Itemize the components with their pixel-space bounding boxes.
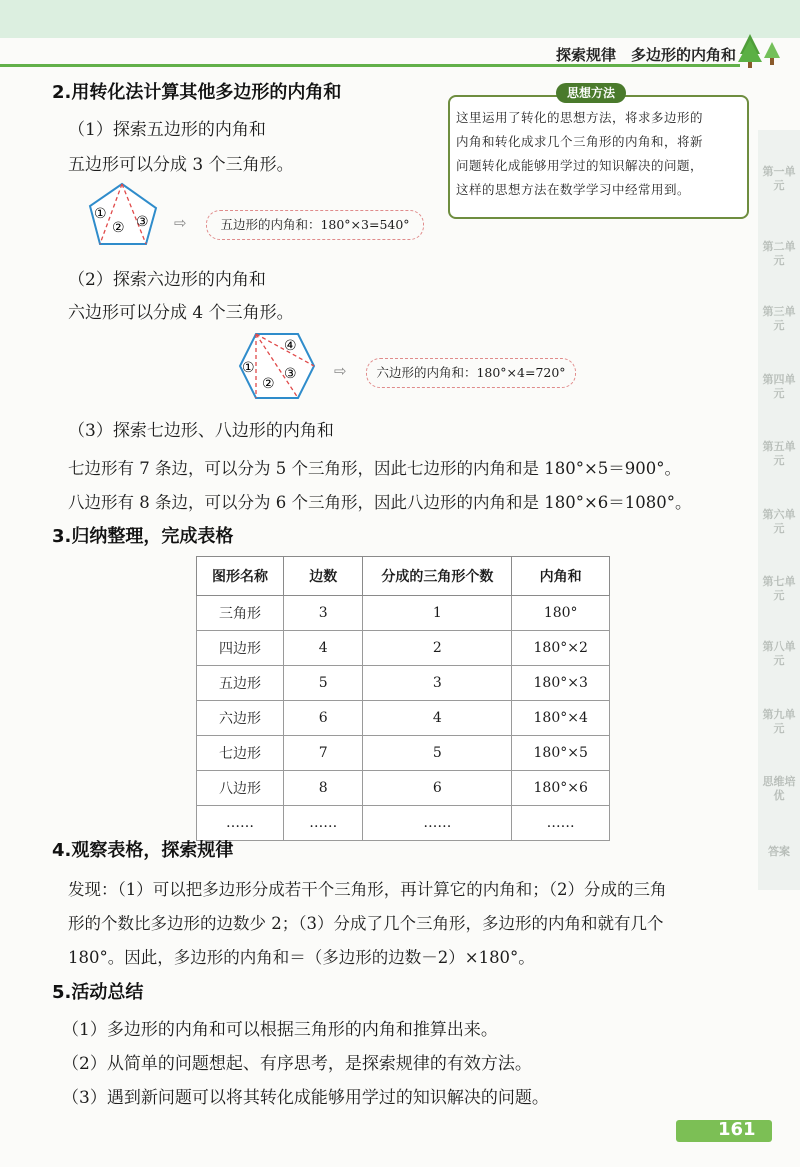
table-header: 图形名称 <box>197 557 284 596</box>
table-cell: 3 <box>284 596 363 631</box>
part-1-text: 五边形可以分成 3 个三角形。 <box>68 155 294 175</box>
table-cell: 5 <box>363 736 512 771</box>
section-3-heading: 3.归纳整理，完成表格 <box>52 526 234 547</box>
sidebar-item-thinking[interactable]: 思维培优 <box>762 775 796 802</box>
header-band <box>0 0 800 38</box>
section-4-heading: 4.观察表格，探索规律 <box>52 840 234 861</box>
finding-line-3: 180°。因此，多边形的内角和＝（多边形的边数－2）×180°。 <box>68 948 535 967</box>
unit-sidebar <box>758 130 800 890</box>
hexagon-label-4: ④ <box>284 338 297 354</box>
table-cell: 180°×6 <box>512 771 610 806</box>
polygon-angle-table <box>196 556 610 841</box>
header-divider <box>0 64 740 67</box>
table-row <box>197 631 610 666</box>
pentagon-label-2: ② <box>112 220 125 236</box>
pentagon-label-3: ③ <box>136 214 149 230</box>
summary-item-1: （1）多边形的内角和可以根据三角形的内角和推算出来。 <box>62 1020 498 1040</box>
sidebar-item-unit-1[interactable]: 第一单元 <box>762 165 796 192</box>
tree-icon <box>738 32 788 68</box>
sidebar-item-unit-8[interactable]: 第八单元 <box>762 640 796 667</box>
hexagon-diagram <box>236 330 318 402</box>
sidebar-item-unit-7[interactable]: 第七单元 <box>762 575 796 602</box>
table-cell: 180°×5 <box>512 736 610 771</box>
part-2-title: （2）探索六边形的内角和 <box>68 270 266 290</box>
note-line: 内角和转化成求几个三角形的内角和，将新 <box>456 134 704 149</box>
table-header-row <box>197 557 610 596</box>
table-header: 分成的三角形个数 <box>363 557 512 596</box>
table-cell: 6 <box>363 771 512 806</box>
section-2-heading: 2.用转化法计算其他多边形的内角和 <box>52 82 342 103</box>
arrow-right-icon: ⇨ <box>174 214 187 232</box>
table-cell: 7 <box>284 736 363 771</box>
table-row <box>197 806 610 841</box>
hexagon-formula: 六边形的内角和：180°×4=720° <box>366 358 576 388</box>
table-cell: 三角形 <box>197 596 284 631</box>
hexagon-label-2: ② <box>262 376 275 392</box>
thinking-method-tag: 思想方法 <box>556 83 626 103</box>
summary-item-3: （3）遇到新问题可以将其转化成能够用学过的知识解决的问题。 <box>62 1088 549 1108</box>
page-number: 161 <box>718 1119 756 1140</box>
table-cell: 1 <box>363 596 512 631</box>
table-cell: 五边形 <box>197 666 284 701</box>
table-cell: 8 <box>284 771 363 806</box>
table-cell: …… <box>363 806 512 841</box>
part-2-text: 六边形可以分成 4 个三角形。 <box>68 303 294 323</box>
table-cell: 180°×2 <box>512 631 610 666</box>
octagon-sentence: 八边形有 8 条边，可以分为 6 个三角形，因此八边形的内角和是 180°×6＝1080°。 <box>68 493 692 512</box>
table-cell: 七边形 <box>197 736 284 771</box>
table-row <box>197 701 610 736</box>
part-3-title: （3）探索七边形、八边形的内角和 <box>68 421 334 441</box>
table-cell: 5 <box>284 666 363 701</box>
pentagon-formula: 五边形的内角和：180°×3=540° <box>206 210 424 240</box>
heptagon-sentence: 七边形有 7 条边，可以分为 5 个三角形，因此七边形的内角和是 180°×5＝900°。 <box>68 459 682 478</box>
table-row <box>197 736 610 771</box>
table-cell: 六边形 <box>197 701 284 736</box>
table-cell: 四边形 <box>197 631 284 666</box>
table-row <box>197 596 610 631</box>
pentagon-label-1: ① <box>94 206 107 222</box>
sidebar-item-unit-9[interactable]: 第九单元 <box>762 708 796 735</box>
summary-item-2: （2）从简单的问题想起、有序思考，是探索规律的有效方法。 <box>62 1054 532 1074</box>
sidebar-item-unit-6[interactable]: 第六单元 <box>762 508 796 535</box>
table-row <box>197 771 610 806</box>
part-1-title: （1）探索五边形的内角和 <box>68 120 266 140</box>
section-5-heading: 5.活动总结 <box>52 982 144 1003</box>
hexagon-label-1: ① <box>242 360 255 376</box>
table-header: 边数 <box>284 557 363 596</box>
table-cell: …… <box>512 806 610 841</box>
page-header-title: 探索规律 多边形的内角和 <box>556 46 737 64</box>
table-cell: 180°×3 <box>512 666 610 701</box>
thinking-method-text <box>456 106 738 202</box>
note-line: 这样的思想方法在数学学习中经常用到。 <box>456 182 691 197</box>
pentagon-diagram <box>86 180 166 248</box>
table-cell: 3 <box>363 666 512 701</box>
table-cell: 八边形 <box>197 771 284 806</box>
hexagon-label-3: ③ <box>284 366 297 382</box>
table-header: 内角和 <box>512 557 610 596</box>
note-line: 问题转化成能够用学过的知识解决的问题， <box>456 158 704 173</box>
sidebar-item-unit-3[interactable]: 第三单元 <box>762 305 796 332</box>
sidebar-item-unit-4[interactable]: 第四单元 <box>762 373 796 400</box>
table-row <box>197 666 610 701</box>
table-cell: 6 <box>284 701 363 736</box>
table-cell: …… <box>197 806 284 841</box>
table-cell: 180°×4 <box>512 701 610 736</box>
table-cell: 2 <box>363 631 512 666</box>
table-cell: 4 <box>284 631 363 666</box>
sidebar-item-unit-2[interactable]: 第二单元 <box>762 240 796 267</box>
table-cell: …… <box>284 806 363 841</box>
finding-line-1: 发现：（1）可以把多边形分成若干个三角形，再计算它的内角和；（2）分成的三角 <box>68 880 667 899</box>
note-line: 这里运用了转化的思想方法，将求多边形的 <box>456 110 704 125</box>
sidebar-item-answers[interactable]: 答案 <box>768 845 790 858</box>
table-cell: 4 <box>363 701 512 736</box>
table-cell: 180° <box>512 596 610 631</box>
finding-line-2: 形的个数比多边形的边数少 2；（3）分成了几个三角形，多边形的内角和就有几个 <box>68 914 664 933</box>
sidebar-item-unit-5[interactable]: 第五单元 <box>762 440 796 467</box>
arrow-right-icon: ⇨ <box>334 362 347 380</box>
